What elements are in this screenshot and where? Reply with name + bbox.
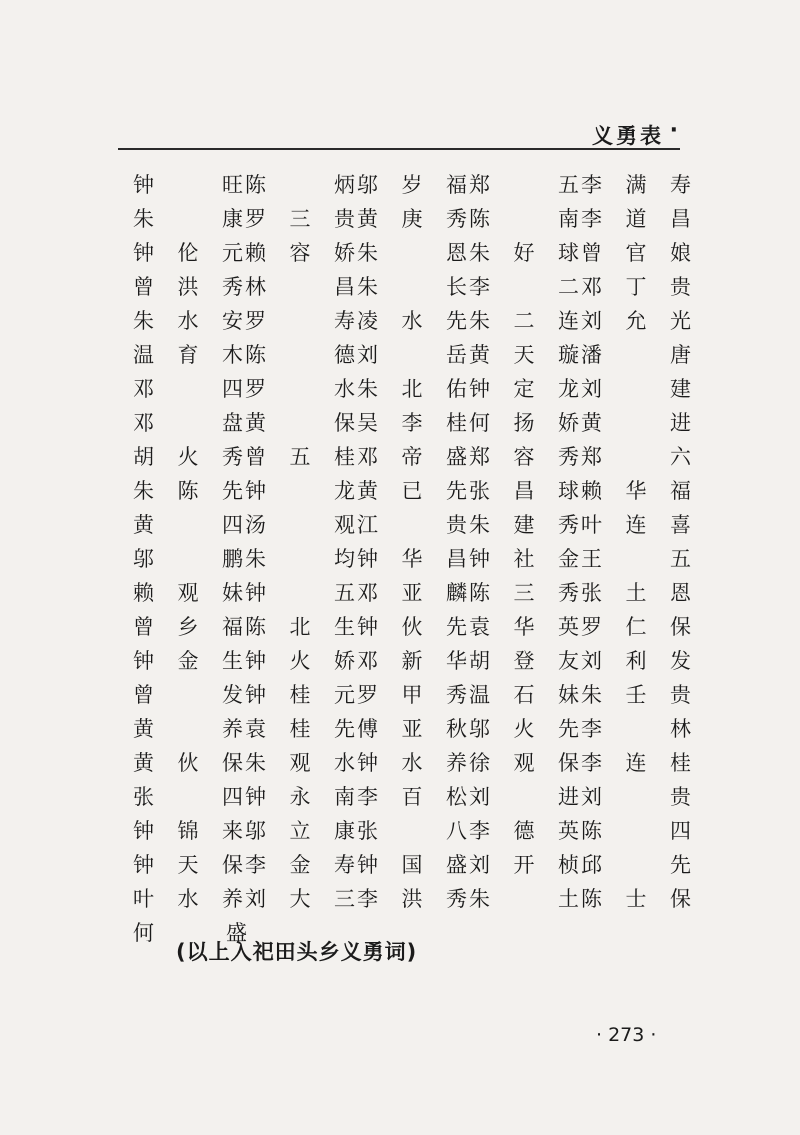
name-cell: 陈 三 秀 bbox=[469, 581, 579, 605]
name-cell: 邬 火 先 bbox=[469, 717, 579, 741]
name-cell: 赖 观 妹 bbox=[133, 581, 243, 605]
name-cell: 黄 庚 秀 bbox=[357, 207, 467, 231]
footnote: (以上入祀田头乡义勇词) bbox=[176, 940, 418, 964]
name-cell: 朱 长 bbox=[357, 275, 467, 299]
name-row bbox=[132, 236, 692, 270]
name-cell: 曾 发 bbox=[133, 683, 243, 707]
name-cell: 罗 三 贵 bbox=[245, 207, 355, 231]
name-cell: 张 昌 球 bbox=[469, 479, 579, 503]
name-cell: 钟 天 保 bbox=[133, 853, 243, 877]
name-cell: 胡 登 友 bbox=[469, 649, 579, 673]
name-cell: 何 扬 娇 bbox=[469, 411, 579, 435]
name-cell: 叶 连 喜 bbox=[581, 513, 691, 537]
name-row bbox=[132, 610, 692, 644]
name-row bbox=[132, 440, 692, 474]
name-cell: 钟 伙 先 bbox=[357, 615, 467, 639]
name-row bbox=[132, 848, 692, 882]
name-cell: 邬 岁 福 bbox=[357, 173, 467, 197]
name-cell: 罗 仁 保 bbox=[581, 615, 691, 639]
header-dot: · bbox=[669, 118, 678, 143]
name-cell: 邓 亚 麟 bbox=[357, 581, 467, 605]
name-cell: 罗 寿 bbox=[245, 309, 355, 333]
name-cell: 李 林 bbox=[581, 717, 691, 741]
name-cell: 刘 进 bbox=[469, 785, 579, 809]
name-row bbox=[132, 168, 692, 202]
name-cell: 黄 进 bbox=[581, 411, 691, 435]
name-cell: 邱 先 bbox=[581, 853, 691, 877]
page-header bbox=[118, 118, 680, 150]
name-cell: 钟 五 bbox=[245, 581, 355, 605]
name-cell: 张 四 bbox=[133, 785, 243, 809]
name-cell: 何 盛 bbox=[133, 921, 247, 945]
name-cell: 刘 建 bbox=[581, 377, 691, 401]
name-cell: 李 德 英 bbox=[469, 819, 579, 843]
name-row bbox=[132, 508, 692, 542]
name-cell: 朱 北 佑 bbox=[357, 377, 467, 401]
name-row bbox=[132, 780, 692, 814]
name-row bbox=[132, 474, 692, 508]
name-cell: 李 连 桂 bbox=[581, 751, 691, 775]
name-cell: 邓 新 华 bbox=[357, 649, 467, 673]
name-cell: 李 二 bbox=[469, 275, 579, 299]
name-cell: 陈 炳 bbox=[245, 173, 355, 197]
name-cell: 钟 火 娇 bbox=[245, 649, 355, 673]
name-cell: 温 石 妹 bbox=[469, 683, 579, 707]
name-cell: 叶 水 养 bbox=[133, 887, 243, 911]
name-cell: 朱 陈 先 bbox=[133, 479, 243, 503]
name-row bbox=[132, 304, 692, 338]
name-cell: 刘 利 发 bbox=[581, 649, 691, 673]
name-cell: 曾 五 桂 bbox=[245, 445, 355, 469]
name-cell: 李 洪 秀 bbox=[357, 887, 467, 911]
name-cell: 凌 水 先 bbox=[357, 309, 467, 333]
name-cell: 钟 伦 元 bbox=[133, 241, 243, 265]
name-cell: 邓 盘 bbox=[133, 411, 243, 435]
name-cell: 黄 四 bbox=[133, 513, 243, 537]
name-row bbox=[132, 270, 692, 304]
name-cell: 胡 火 秀 bbox=[133, 445, 243, 469]
name-cell: 朱 水 安 bbox=[133, 309, 243, 333]
name-cell: 潘 唐 bbox=[581, 343, 691, 367]
name-cell: 林 昌 bbox=[245, 275, 355, 299]
name-row bbox=[132, 882, 692, 916]
name-cell: 李 金 寿 bbox=[245, 853, 355, 877]
names-list bbox=[132, 168, 692, 950]
name-cell: 钟 国 盛 bbox=[357, 853, 467, 877]
header-title: 义勇表 bbox=[592, 124, 664, 148]
name-cell: 温 育 木 bbox=[133, 343, 243, 367]
page-number: · 273 · bbox=[596, 1024, 657, 1046]
name-cell: 钟 水 养 bbox=[357, 751, 467, 775]
name-cell: 陈 士 保 bbox=[581, 887, 691, 911]
name-cell: 曾 洪 秀 bbox=[133, 275, 243, 299]
name-cell: 刘 开 桢 bbox=[469, 853, 579, 877]
name-cell: 李 满 寿 bbox=[581, 173, 691, 197]
name-cell: 陈 德 bbox=[245, 343, 355, 367]
name-cell: 汤 观 bbox=[245, 513, 355, 537]
name-cell: 刘 贵 bbox=[581, 785, 691, 809]
name-cell: 钟 桂 元 bbox=[245, 683, 355, 707]
name-cell: 郑 容 秀 bbox=[469, 445, 579, 469]
name-row bbox=[132, 644, 692, 678]
name-cell: 袁 华 英 bbox=[469, 615, 579, 639]
name-cell: 李 道 昌 bbox=[581, 207, 691, 231]
name-cell: 郑 五 bbox=[469, 173, 579, 197]
name-cell: 朱 壬 贵 bbox=[581, 683, 691, 707]
name-cell: 朱 土 bbox=[469, 887, 579, 911]
name-cell: 江 贵 bbox=[357, 513, 467, 537]
name-cell: 邬 立 康 bbox=[245, 819, 355, 843]
name-cell: 王 五 bbox=[581, 547, 691, 571]
name-cell: 朱 观 水 bbox=[245, 751, 355, 775]
name-cell: 曾 官 娘 bbox=[581, 241, 691, 265]
name-row bbox=[132, 372, 692, 406]
name-row bbox=[132, 542, 692, 576]
name-cell: 张 土 恩 bbox=[581, 581, 691, 605]
name-cell: 邓 帝 盛 bbox=[357, 445, 467, 469]
name-cell: 朱 康 bbox=[133, 207, 243, 231]
name-cell: 黄 已 先 bbox=[357, 479, 467, 503]
name-row bbox=[132, 576, 692, 610]
name-cell: 陈 南 bbox=[469, 207, 579, 231]
name-cell: 徐 观 保 bbox=[469, 751, 579, 775]
name-cell: 黄 养 bbox=[133, 717, 243, 741]
name-cell: 陈 北 生 bbox=[245, 615, 355, 639]
name-row bbox=[132, 712, 692, 746]
name-cell: 刘 允 光 bbox=[581, 309, 691, 333]
name-cell: 曾 乡 福 bbox=[133, 615, 243, 639]
name-cell: 郑 六 bbox=[581, 445, 691, 469]
name-row bbox=[132, 338, 692, 372]
name-cell: 钟 锦 来 bbox=[133, 819, 243, 843]
name-cell: 钟 龙 bbox=[245, 479, 355, 503]
name-cell: 朱 二 连 bbox=[469, 309, 579, 333]
name-cell: 朱 建 秀 bbox=[469, 513, 579, 537]
name-cell: 邓 四 bbox=[133, 377, 243, 401]
name-cell: 黄 保 bbox=[245, 411, 355, 435]
name-row bbox=[132, 746, 692, 780]
name-row bbox=[132, 202, 692, 236]
name-cell: 朱 好 球 bbox=[469, 241, 579, 265]
name-cell: 朱 恩 bbox=[357, 241, 467, 265]
name-cell: 罗 甲 秀 bbox=[357, 683, 467, 707]
name-cell: 吴 李 桂 bbox=[357, 411, 467, 435]
name-cell: 袁 桂 先 bbox=[245, 717, 355, 741]
name-row bbox=[132, 814, 692, 848]
name-cell: 黄 伙 保 bbox=[133, 751, 243, 775]
name-cell: 刘 大 三 bbox=[245, 887, 355, 911]
name-cell: 钟 社 金 bbox=[469, 547, 579, 571]
name-cell: 钟 金 生 bbox=[133, 649, 243, 673]
name-cell: 朱 均 bbox=[245, 547, 355, 571]
name-cell: 罗 水 bbox=[245, 377, 355, 401]
name-cell: 钟 永 南 bbox=[245, 785, 355, 809]
name-cell: 赖 华 福 bbox=[581, 479, 691, 503]
name-cell: 邓 丁 贵 bbox=[581, 275, 691, 299]
name-cell: 赖 容 娇 bbox=[245, 241, 355, 265]
name-cell: 张 八 bbox=[357, 819, 467, 843]
name-cell: 钟 华 昌 bbox=[357, 547, 467, 571]
name-row bbox=[132, 678, 692, 712]
name-cell: 邬 鹏 bbox=[133, 547, 243, 571]
name-cell: 傅 亚 秋 bbox=[357, 717, 467, 741]
name-cell: 钟 旺 bbox=[133, 173, 243, 197]
name-cell: 钟 定 龙 bbox=[469, 377, 579, 401]
name-cell: 李 百 松 bbox=[357, 785, 467, 809]
name-row bbox=[132, 406, 692, 440]
name-cell: 黄 天 璇 bbox=[469, 343, 579, 367]
name-cell: 陈 四 bbox=[581, 819, 691, 843]
name-cell: 刘 岳 bbox=[357, 343, 467, 367]
